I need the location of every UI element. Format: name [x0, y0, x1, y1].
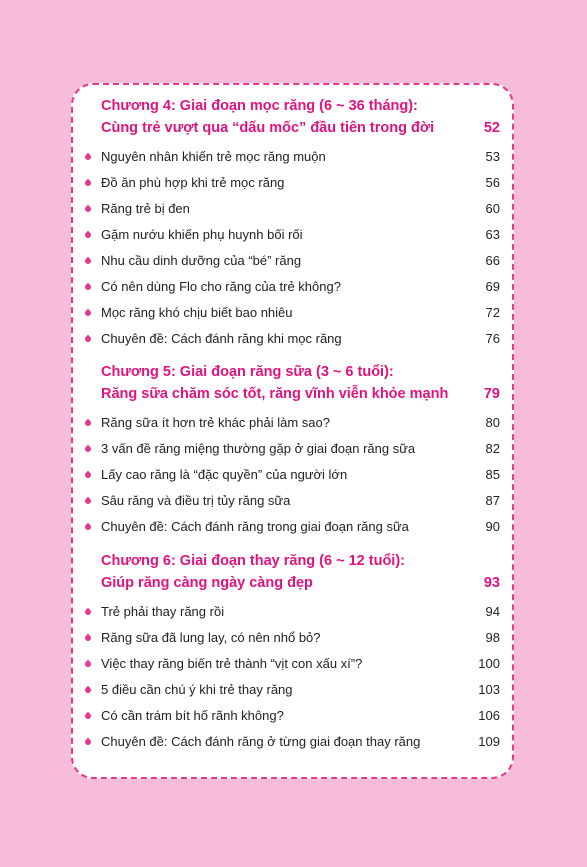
chapter-page-number: 52 [483, 120, 500, 136]
toc-entry-title: Chuyên đề: Cách đánh răng ở từng giai đoạn thay răng [101, 734, 421, 749]
chapter-page-number: 79 [483, 386, 500, 402]
toc-entry-title: Gặm nướu khiến phụ huynh bối rối [101, 227, 303, 242]
toc-entry[interactable] [85, 173, 500, 193]
toc-entry-page: 56 [485, 175, 500, 190]
toc-entry-title: Đồ ăn phù hợp khi trẻ mọc răng [101, 175, 285, 190]
toc-entry-title: 5 điều cần chú ý khi trẻ thay răng [101, 682, 293, 697]
drop-bullet-icon [84, 660, 92, 668]
toc-entry[interactable] [85, 654, 500, 674]
toc-entry-title: Có nên dùng Flo cho răng của trẻ không? [101, 279, 341, 294]
toc-entry-title: Nguyên nhân khiến trẻ mọc răng muộn [101, 149, 326, 164]
toc-entry-title: Chuyên đề: Cách đánh răng trong giai đoạn răng sữa [101, 519, 409, 534]
toc-entry[interactable] [85, 277, 500, 297]
drop-bullet-icon [84, 335, 92, 343]
chapter-title-line1: Chương 5: Giai đoạn răng sữa (3 ~ 6 tuổi): [101, 364, 394, 380]
chapter-heading-4[interactable] [101, 95, 500, 139]
chapter-heading-6[interactable] [101, 550, 500, 594]
toc-entry[interactable] [85, 413, 500, 433]
toc-entry-page: 106 [478, 708, 500, 723]
toc-entry[interactable] [85, 680, 500, 700]
toc-entry[interactable] [85, 147, 500, 167]
toc-entry-title: Chuyên đề: Cách đánh răng khi mọc răng [101, 331, 342, 346]
drop-bullet-icon [84, 523, 92, 531]
toc-entry[interactable] [85, 439, 500, 459]
toc-entry-title: Lấy cao răng là “đặc quyền” của người lớn [101, 467, 348, 482]
toc-entry[interactable] [85, 303, 500, 323]
toc-entry-page: 85 [485, 467, 500, 482]
chapter-title-line1: Chương 6: Giai đoạn thay răng (6 ~ 12 tuổi): [101, 553, 405, 569]
toc-entry-page: 63 [485, 227, 500, 242]
toc-entry-title: Răng trẻ bị đen [101, 201, 190, 216]
toc-entry-page: 90 [485, 519, 500, 534]
toc-entry-page: 98 [485, 630, 500, 645]
toc-entry-title: Mọc răng khó chịu biết bao nhiêu [101, 305, 293, 320]
toc-entry-title: Răng sữa đã lung lay, có nên nhổ bỏ? [101, 630, 321, 645]
toc-entry[interactable] [85, 199, 500, 219]
toc-entry-page: 53 [485, 149, 500, 164]
toc-entry-page: 87 [485, 493, 500, 508]
drop-bullet-icon [84, 445, 92, 453]
drop-bullet-icon [84, 686, 92, 694]
drop-bullet-icon [84, 497, 92, 505]
drop-bullet-icon [84, 179, 92, 187]
chapter-heading-5[interactable] [101, 361, 500, 405]
drop-bullet-icon [84, 634, 92, 642]
toc-entry-title: Răng sữa ít hơn trẻ khác phải làm sao? [101, 415, 330, 430]
chapter-title-line2: Cùng trẻ vượt qua “dấu mốc” đầu tiên trong đời [101, 120, 435, 136]
drop-bullet-icon [84, 471, 92, 479]
toc-entry[interactable] [85, 329, 500, 349]
toc-entry-page: 76 [485, 331, 500, 346]
toc-entry-page: 100 [478, 656, 500, 671]
toc-entry[interactable] [85, 628, 500, 648]
toc-entry-title: Trẻ phải thay răng rồi [101, 604, 225, 619]
toc-entry-page: 109 [478, 734, 500, 749]
toc-entry-page: 66 [485, 253, 500, 268]
toc-entry[interactable] [85, 225, 500, 245]
toc-entry-title: Việc thay răng biến trẻ thành “vịt con xấu xí”? [101, 656, 363, 671]
toc-entry-page: 72 [485, 305, 500, 320]
toc-entry[interactable] [85, 732, 500, 752]
toc-entry-page: 82 [485, 441, 500, 456]
toc-entry[interactable] [85, 465, 500, 485]
chapter-title-line2: Giúp răng càng ngày càng đẹp [101, 575, 313, 591]
toc-card [71, 83, 514, 779]
toc-entry-title: Nhu cầu dinh dưỡng của “bé” răng [101, 253, 302, 268]
drop-bullet-icon [84, 309, 92, 317]
toc-entry-title: 3 vấn đề răng miệng thường gặp ở giai đoạn răng sữa [101, 441, 416, 456]
chapter-page-number: 93 [483, 575, 500, 591]
drop-bullet-icon [84, 231, 92, 239]
toc-entry-page: 60 [485, 201, 500, 216]
toc-entry[interactable] [85, 602, 500, 622]
drop-bullet-icon [84, 419, 92, 427]
drop-bullet-icon [84, 205, 92, 213]
chapter-title-line1: Chương 4: Giai đoạn mọc răng (6 ~ 36 tháng): [101, 98, 418, 114]
drop-bullet-icon [84, 738, 92, 746]
drop-bullet-icon [84, 283, 92, 291]
toc-entry[interactable] [85, 517, 500, 537]
chapter-title-line2: Răng sữa chăm sóc tốt, răng vĩnh viễn khỏe mạnh [101, 386, 449, 402]
toc-entry-page: 80 [485, 415, 500, 430]
toc-entry-title: Có cần trám bít hố rãnh không? [101, 708, 284, 723]
toc-entry-page: 94 [485, 604, 500, 619]
toc-entry[interactable] [85, 706, 500, 726]
toc-entry[interactable] [85, 491, 500, 511]
drop-bullet-icon [84, 153, 92, 161]
drop-bullet-icon [84, 712, 92, 720]
toc-entry-page: 103 [478, 682, 500, 697]
drop-bullet-icon [84, 608, 92, 616]
toc-entry[interactable] [85, 251, 500, 271]
drop-bullet-icon [84, 257, 92, 265]
toc-entry-page: 69 [485, 279, 500, 294]
toc-entry-title: Sâu răng và điều trị tủy răng sữa [101, 493, 291, 508]
